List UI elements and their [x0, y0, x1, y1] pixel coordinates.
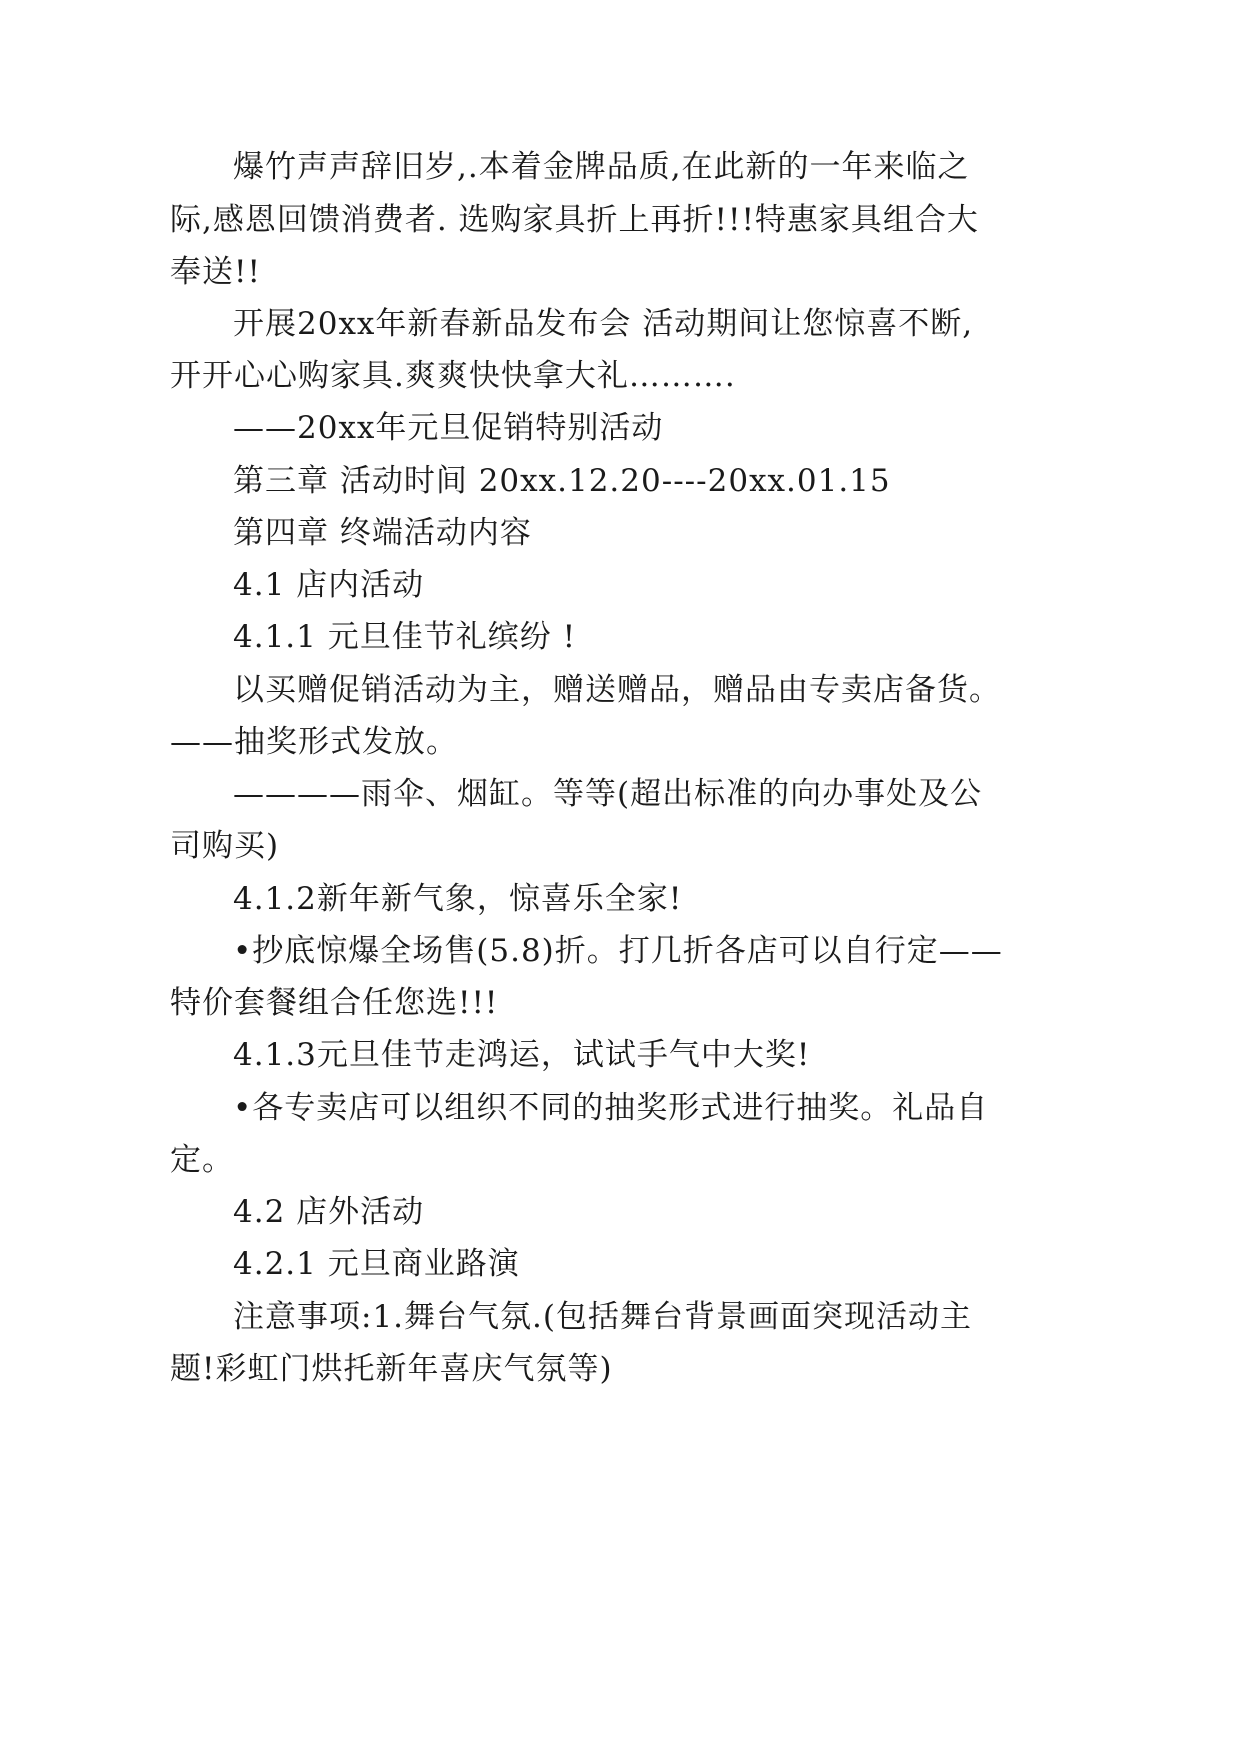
section-heading: 4.1 店内活动: [233, 567, 425, 603]
paragraph-line: 际,感恩回馈消费者. 选购家具折上再折!!!特惠家具组合大: [170, 202, 979, 238]
section-heading: 4.2 店外活动: [233, 1194, 425, 1230]
subsection-heading: 4.1.3元旦佳节走鸿运，试试手气中大奖!: [233, 1037, 811, 1073]
subsection-heading: 4.2.1 元旦商业路演: [233, 1246, 520, 1282]
chapter-heading: 第三章 活动时间 20xx.12.20----20xx.01.15: [233, 463, 891, 499]
bullet-line: •抄底惊爆全场售(5.8)折。打几折各店可以自行定——: [233, 933, 1003, 969]
paragraph-line: 题!彩虹门烘托新年喜庆气氛等): [170, 1351, 613, 1387]
paragraph-line: 以买赠促销活动为主，赠送赠品，赠品由专卖店备货。: [233, 672, 1001, 708]
subsection-heading: 4.1.1 元旦佳节礼缤纷 !: [233, 619, 577, 655]
paragraph-line: ————雨伞、烟缸。等等(超出标准的向办事处及公: [233, 776, 983, 812]
paragraph-line: 特价套餐组合任您选!!!: [170, 985, 499, 1021]
paragraph-line: 开展20xx年新春新品发布会 活动期间让您惊喜不断,: [233, 306, 974, 342]
paragraph-line: 奉送!!: [170, 254, 261, 290]
subsection-heading: 4.1.2新年新气象，惊喜乐全家!: [233, 881, 683, 917]
paragraph-line: 定。: [170, 1142, 234, 1178]
paragraph-line: 司购买): [170, 828, 280, 864]
bullet-line: •各专卖店可以组织不同的抽奖形式进行抽奖。礼品自: [233, 1090, 989, 1126]
paragraph-line: 开开心心购家具.爽爽快快拿大礼……….: [170, 358, 736, 394]
paragraph-line: 爆竹声声辞旧岁,.本着金牌品质,在此新的一年来临之: [233, 149, 970, 185]
paragraph-line: ——抽奖形式发放。: [170, 724, 458, 760]
paragraph-line: ——20xx年元旦促销特别活动: [233, 410, 664, 446]
paragraph-line: 注意事项:1.舞台气氛.(包括舞台背景画面突现活动主: [233, 1299, 972, 1335]
chapter-heading: 第四章 终端活动内容: [233, 515, 532, 551]
